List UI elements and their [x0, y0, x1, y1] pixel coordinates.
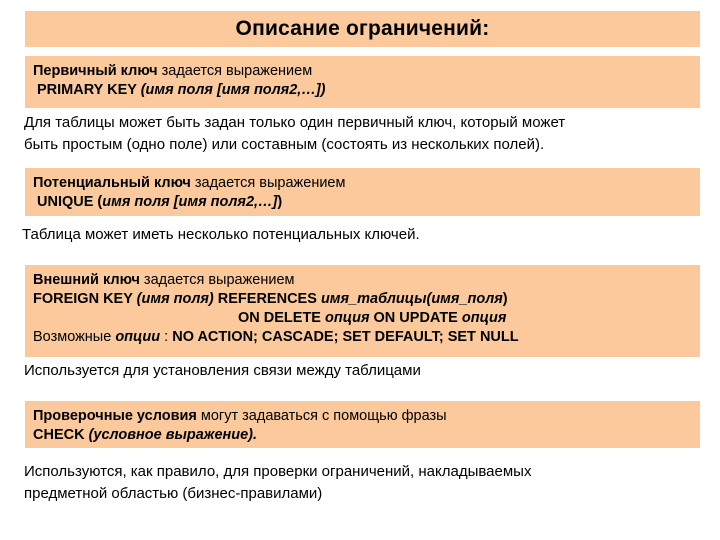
unique-key-heading-line — [33, 174, 692, 193]
foreign-key-intro: задается выражением — [139, 272, 295, 288]
primary-key-note-line2: быть простым (одно поле) или составным (состоять из нескольких полей). — [24, 136, 545, 153]
unique-key-args: имя поля [имя поля2,…] — [102, 194, 278, 210]
on-delete-keyword: ON DELETE — [238, 310, 326, 326]
check-syntax-line — [33, 426, 692, 445]
foreign-key-options-line — [33, 328, 692, 347]
check-note — [24, 461, 694, 505]
primary-key-box — [25, 56, 700, 108]
on-delete-option: опция — [325, 310, 370, 326]
check-label: Проверочные условия — [33, 408, 197, 424]
slide-title: Описание ограничений: — [25, 11, 700, 47]
unique-key-close: ) — [277, 194, 283, 210]
foreign-key-label: Внешний ключ — [33, 272, 140, 288]
primary-key-note-line1: Для таблицы может быть задан только один первичный ключ, который может — [24, 114, 566, 131]
options-word: опции — [115, 329, 161, 345]
check-keyword: CHECK — [33, 427, 89, 443]
unique-key-box — [25, 168, 700, 216]
primary-key-note — [24, 112, 694, 156]
primary-key-keyword: PRIMARY KEY — [37, 82, 141, 98]
references-args: имя_таблицы(имя_поля — [320, 291, 503, 307]
check-note-line2: предметной областью (бизнес-правилами) — [24, 485, 323, 502]
primary-key-syntax-line — [33, 81, 692, 100]
options-list: NO ACTION; CASCADE; SET DEFAULT; SET NULL — [172, 329, 519, 345]
check-args: (условное выражение). — [88, 427, 258, 443]
possible-label: Возможные — [33, 329, 116, 345]
primary-key-intro: задается выражением — [157, 63, 313, 79]
options-colon: : — [160, 329, 173, 345]
unique-key-syntax-line — [33, 193, 692, 212]
references-keyword: REFERENCES — [213, 291, 321, 307]
check-note-line1: Используются, как правило, для проверки ограничений, накладываемых — [24, 463, 532, 480]
foreign-key-syntax-line — [33, 290, 692, 309]
primary-key-heading-line — [33, 62, 692, 81]
foreign-key-heading-line — [33, 271, 692, 290]
on-update-keyword: ON UPDATE — [369, 310, 462, 326]
foreign-key-actions-line — [33, 309, 692, 328]
unique-key-keyword: UNIQUE ( — [37, 194, 103, 210]
foreign-key-args: (имя поля) — [136, 291, 214, 307]
primary-key-label: Первичный ключ — [33, 63, 158, 79]
unique-key-label: Потенциальный ключ — [33, 175, 191, 191]
check-heading-line — [33, 407, 692, 426]
primary-key-args: (имя поля [имя поля2,…]) — [140, 82, 326, 98]
foreign-key-note: Используется для установления связи между таблицами — [24, 362, 421, 379]
foreign-key-keyword: FOREIGN KEY — [33, 291, 137, 307]
references-close: ) — [502, 291, 508, 307]
unique-key-note: Таблица может иметь несколько потенциальных ключей. — [22, 226, 420, 243]
check-box — [25, 401, 700, 448]
on-update-option: опция — [461, 310, 507, 326]
check-intro: могут задаваться с помощью фразы — [196, 408, 447, 424]
unique-key-intro: задается выражением — [190, 175, 346, 191]
foreign-key-box — [25, 265, 700, 357]
